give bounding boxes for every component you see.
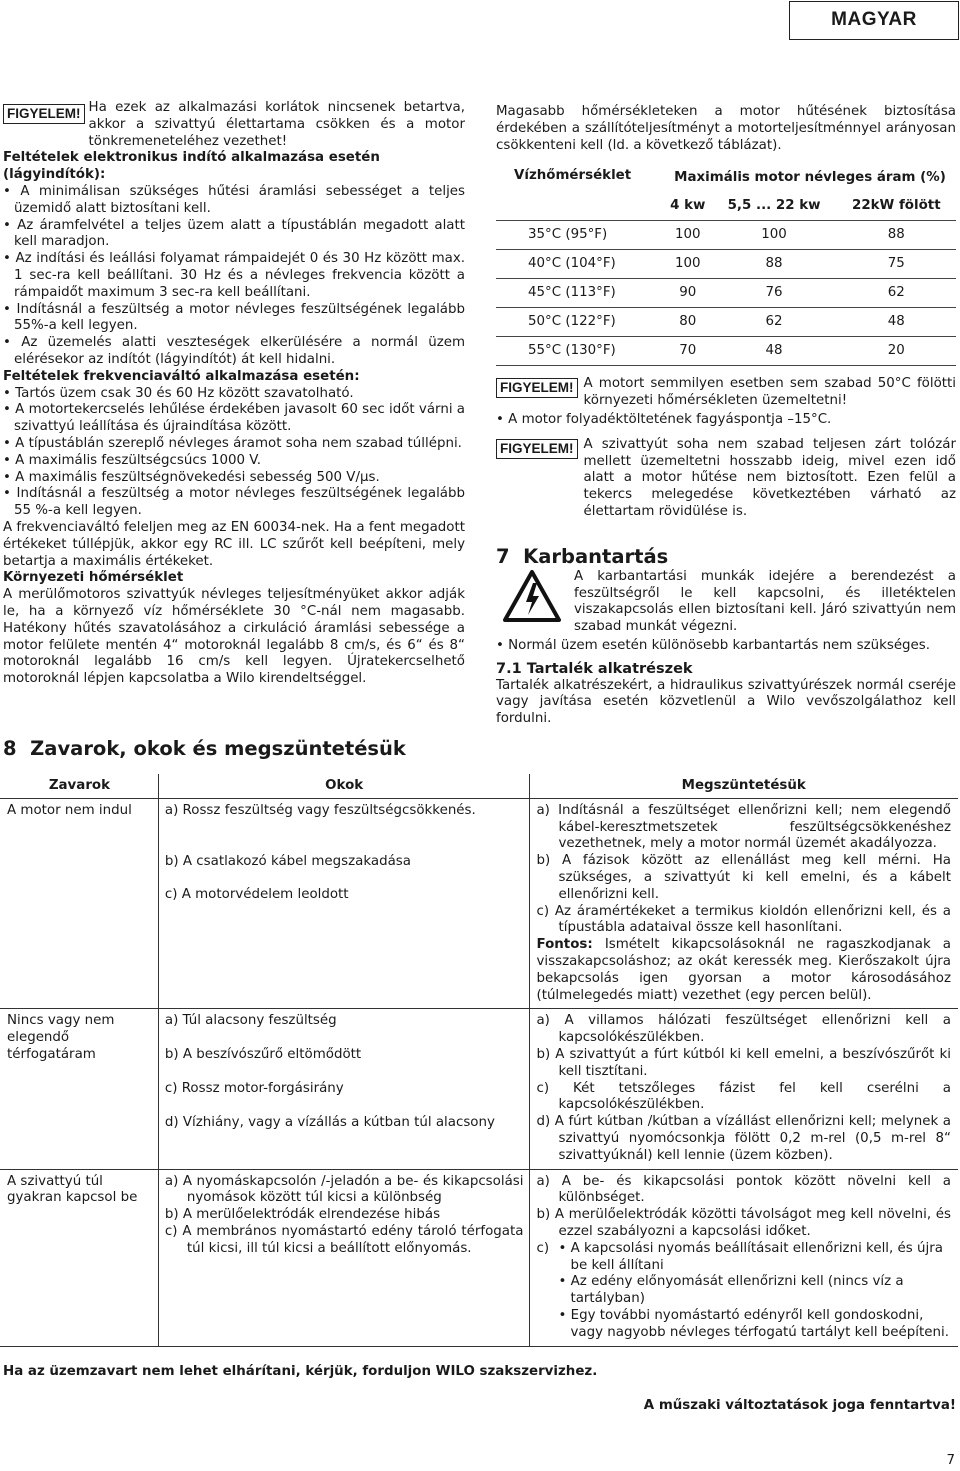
important-label: Fontos: bbox=[536, 937, 593, 953]
list-item: • A motor folyadéktöltetének fagyáspontja –15°C. bbox=[496, 412, 956, 429]
cause-item: b) A merülőelektródák elrendezése hibás bbox=[164, 1207, 441, 1223]
language-label: MAGYAR bbox=[789, 1, 959, 40]
maintenance-block bbox=[496, 569, 956, 636]
table-cell: 90 bbox=[664, 279, 711, 308]
cause-item: d) Vízhiány, vagy a vízállás a kútban túl alacsony bbox=[164, 1114, 495, 1130]
table-header: Megszüntetésük bbox=[530, 775, 958, 799]
table-header: Okok bbox=[158, 775, 530, 799]
warning-text: A szivattyút soha nem szabad teljesen zárt tolózár mellett üzemeltetni hosszabb ideig, mivel ezen idő alatt a motor hűtése nem biztosított. Ezen felül a tekercs melegedése következtében várható az élettartam rövidülése is. bbox=[583, 436, 956, 519]
table-row bbox=[496, 221, 956, 250]
remedy-label: c) bbox=[536, 1240, 550, 1256]
cause-item: b) A csatlakozó kábel megszakadása bbox=[164, 853, 411, 869]
table-row bbox=[496, 337, 956, 366]
table-header: 4 kw bbox=[664, 192, 711, 221]
warning-badge: FIGYELEM! bbox=[496, 378, 578, 398]
cause-item: c) A motorvédelem leoldott bbox=[164, 887, 349, 903]
warning-badge: FIGYELEM! bbox=[496, 439, 578, 459]
list-item: • A motortekercselés lehűlése érdekében javasolt 60 sec időt várni a szivattyú leállítása és újraindítása között. bbox=[3, 402, 465, 436]
table-header: Zavarok bbox=[1, 775, 159, 799]
cause-item: a) Túl alacsony feszültség bbox=[164, 1013, 337, 1029]
page-number: 7 bbox=[946, 1453, 955, 1468]
warning-block bbox=[3, 100, 465, 150]
remedies-cell bbox=[530, 1009, 958, 1169]
remedy-item: c) Két tetszőleges fázist fel kell cserélni a kapcsolókészülékben. bbox=[536, 1080, 951, 1113]
causes-cell bbox=[158, 798, 530, 1009]
list-item: • Az áramfelvétel a teljes üzem alatt a típustáblán megadott alatt kell maradjon. bbox=[3, 218, 465, 252]
table-cell: 50°C (122°F) bbox=[496, 308, 664, 337]
remedy-item: a) A be- és kikapcsolási pontok között növelni kell a különbséget. bbox=[536, 1173, 951, 1206]
soft-start-heading: Feltételek elektronikus indító alkalmazása esetén (lágyindítók): bbox=[3, 150, 380, 183]
remedies-cell bbox=[530, 798, 958, 1009]
fault-cell: A motor nem indul bbox=[1, 798, 159, 1009]
list-item: • Indításnál a feszültség a motor névleges feszültségének legalább 55%-a kell legyen. bbox=[3, 302, 465, 336]
fault-cell: Nincs vagy nem elegendő térfogatáram bbox=[1, 1009, 159, 1169]
causes-cell bbox=[158, 1169, 530, 1346]
table-cell: 88 bbox=[711, 250, 836, 279]
fc-heading: Feltételek frekvenciaváltó alkalmazása esetén: bbox=[3, 368, 360, 384]
table-cell: 88 bbox=[837, 221, 956, 250]
remedy-item bbox=[536, 1241, 951, 1342]
warning-badge: FIGYELEM! bbox=[3, 104, 85, 124]
table-cell: 35°C (95°F) bbox=[496, 221, 664, 250]
table-cell: 100 bbox=[664, 250, 711, 279]
temperature-table bbox=[496, 164, 956, 366]
table-cell: 62 bbox=[711, 308, 836, 337]
rights-reserved-note: A műszaki változtatások joga fenntartva! bbox=[643, 1398, 956, 1413]
list-item: • Az üzemelés alatti veszteségek elkerülésére a normál üzem elérésekor az indítót (lágyindítót) át kell hidalni. bbox=[3, 335, 465, 369]
ambient-heading: Környezeti hőmérséklet bbox=[3, 570, 184, 586]
table-row bbox=[496, 308, 956, 337]
table-cell: 100 bbox=[711, 221, 836, 250]
remedy-subitem: • A kapcsolási nyomás beállításait ellenőrizni kell, és újra be kell állítani bbox=[558, 1241, 951, 1275]
table-cell: 80 bbox=[664, 308, 711, 337]
table-row bbox=[496, 250, 956, 279]
table-cell: 48 bbox=[711, 337, 836, 366]
list-item: • Tartós üzem csak 30 és 60 Hz között szavatolható. bbox=[3, 386, 465, 403]
section-8-title: 8 Zavarok, okok és megszüntetésük bbox=[3, 737, 406, 760]
cause-item: b) A beszívószűrő eltömődött bbox=[164, 1047, 362, 1063]
list-item: • A típustáblán szereplő névleges áramot soha nem szabad túllépni. bbox=[3, 436, 465, 453]
cooling-intro: Magasabb hőmérsékleteken a motor hűtésének biztosítása érdekében a szállítóteljesítményt a motorteljesítménnyel arányosan csökkenteni kell (ld. a következő táblázat). bbox=[496, 104, 956, 153]
warning-text: A motort semmilyen esetben sem szabad 50°C fölötti környezeti hőmérsékleten üzemeltetni! bbox=[583, 376, 956, 409]
remedy-subitem: • Az edény előnyomását ellenőrizni kell (nincs víz a tartályban) bbox=[558, 1274, 951, 1308]
left-column bbox=[3, 100, 465, 688]
table-header: Vízhőmérséklet bbox=[496, 164, 664, 221]
table-header: 22kW fölött bbox=[837, 192, 956, 221]
warning-block bbox=[496, 376, 956, 410]
remedy-item: a) A villamos hálózati feszültséget ellenőrizni kell a kapcsolókészülékben. bbox=[536, 1013, 951, 1046]
spare-parts-text: Tartalék alkatrészekért, a hidraulikus szivattyúrészek normál cseréje vagy javítása esetén közvetlenül a Wilo vevőszolgálathoz kell fordulni. bbox=[496, 677, 956, 727]
table-cell: 48 bbox=[837, 308, 956, 337]
table-row bbox=[1, 1009, 958, 1169]
causes-cell bbox=[158, 1009, 530, 1169]
section-7-1-title: 7.1 Tartalék alkatrészek bbox=[496, 660, 693, 677]
table-cell: 45°C (113°F) bbox=[496, 279, 664, 308]
troubleshooting-table bbox=[0, 774, 958, 1347]
list-item: • Normál üzem esetén különösebb karbantartás nem szükséges. bbox=[496, 638, 956, 655]
cause-item: a) Rossz feszültség vagy feszültségcsökkenés. bbox=[164, 802, 476, 818]
cause-item: a) A nyomáskapcsolón /-jeladón a be- és kikapcsolási nyomások között túl kicsi a különbség bbox=[164, 1173, 524, 1206]
table-cell: 75 bbox=[837, 250, 956, 279]
remedy-item: b) A fázisok között az ellenállást meg kell mérni. Ha szükséges, a szivattyút ki kell emelni, és a kábelt ellenőrizni kell. bbox=[536, 853, 951, 902]
table-cell: 20 bbox=[837, 337, 956, 366]
cause-item: c) Rossz motor-forgásirány bbox=[164, 1080, 344, 1096]
high-voltage-warning-icon bbox=[496, 569, 566, 636]
remedy-item: a) Indításnál a feszültséget ellenőrizni kell; nem elegendő kábel-keresztmetszetek feszültségcsökkenéshez vezethetnek, mely a motor normál üzemét akadályozza. bbox=[536, 802, 951, 852]
table-cell: 76 bbox=[711, 279, 836, 308]
important-note bbox=[536, 937, 951, 1004]
service-contact-note: Ha az üzemzavart nem lehet elhárítani, kérjük, forduljon WILO szakszervizhez. bbox=[3, 1364, 598, 1379]
right-column bbox=[496, 104, 956, 728]
table-cell: 62 bbox=[837, 279, 956, 308]
table-cell: 40°C (104°F) bbox=[496, 250, 664, 279]
remedy-item: b) A merülőelektródák közötti távolságot meg kell növelni, és ezzel szabályozni a kapcsolási időket. bbox=[536, 1207, 951, 1239]
section-7-title: 7 Karbantartás bbox=[496, 544, 669, 568]
fault-cell: A szivattyú túl gyakran kapcsol be bbox=[1, 1169, 159, 1346]
list-item: • Indításnál a feszültség a motor névleges feszültségének legalább 55 %-a kell legyen. bbox=[3, 486, 465, 520]
table-cell: 55°C (130°F) bbox=[496, 337, 664, 366]
table-cell: 100 bbox=[664, 221, 711, 250]
ambient-text: A merülőmotoros szivattyúk névleges teljesítményüket akkor adják le, ha a környező víz hőmérséklete 30 °C-nál nem magasabb. Hatékony hűtés szavatolásához a cirkuláció áramlási sebessége a motor felülete mentén 4“ motoroknál legalább 8 cm/s, és 6“ és 8“ motoroknál legalább 16 cm/s kell legyen. Újratekercselhető motoroknál lépjen kapcsolatba a Wilo kirendeltséggel. bbox=[3, 587, 465, 687]
remedy-item: b) A szivattyút a fúrt kútból ki kell emelni, a beszívószűrőt ki kell tisztítani. bbox=[536, 1046, 951, 1079]
fc-note: A frekvenciaváltó feleljen meg az EN 60034-nek. Ha a fent megadott értékeket túllépjük, akkor egy RC ill. LC szűrőt kell beépíteni, mely betartja a maximális értékeket. bbox=[3, 519, 465, 569]
remedy-subitem: • Egy további nyomástartó edényről kell gondoskodni, vagy nagyobb névleges térfogatú tartályt kell beépíteni. bbox=[558, 1308, 951, 1342]
list-item: • Az indítási és leállási folyamat rámpaidejét 0 és 30 Hz között max. 1 sec-ra kell beállítani. 30 Hz és a névleges frekvencia között a rámpaidőt maximum 3 sec-ra kell beállítani. bbox=[3, 251, 465, 301]
important-text: Ismételt kikapcsolásoknál ne ragaszkodjanak a visszakapcsoláshoz; az okát keressék meg. Kierőszakolt újra bekapcsolás igen gyorsan a motor károsodásához (túlmelegedés miatt) vezethet (egy percen belül). bbox=[536, 937, 951, 1003]
list-item: • A maximális feszültségcsúcs 1000 V. bbox=[3, 453, 465, 470]
table-header: 5,5 ... 22 kw bbox=[711, 192, 836, 221]
table-cell: 70 bbox=[664, 337, 711, 366]
maintenance-text: A karbantartási munkák idejére a berendezést a feszültségről le kell kapcsolni, és illetéktelen viszakapcsolás ellen biztosítani kell. Járó szivattyún nem szabad munkát végezni. bbox=[574, 568, 956, 635]
remedies-cell bbox=[530, 1169, 958, 1346]
table-row bbox=[1, 798, 958, 1009]
table-row bbox=[1, 1169, 958, 1346]
cause-item: c) A membrános nyomástartó edény tároló térfogata túl kicsi, ill túl kicsi a beállított előnyomás. bbox=[164, 1223, 524, 1256]
remedy-item: d) A fúrt kútban /kútban a vízállást ellenőrizni kell; melynek a szivattyú nyomócsonkja fölött 0,2 m-rel (0,5 m-rel 8“ szivattyúknál) kell lennie (üzem közben). bbox=[536, 1114, 951, 1163]
list-item: • A minimálisan szükséges hűtési áramlási sebességet a teljes üzemidő alatt biztosítani kell. bbox=[3, 184, 465, 218]
warning-text: Ha ezek az alkalmazási korlátok nincsenek betartva, akkor a szivattyú élettartama csökken és a motor tönkremeneteléhez vezethet! bbox=[88, 100, 465, 149]
table-row bbox=[496, 279, 956, 308]
warning-block bbox=[496, 437, 956, 521]
remedy-item: c) Az áramértékeket a termikus kioldón ellenőrizni kell, és a típustábla adataival össze kell hasonlítani. bbox=[536, 903, 951, 936]
table-header: Maximális motor névleges áram (%) bbox=[674, 169, 946, 185]
list-item: • A maximális feszültségnövekedési sebesség 500 V/μs. bbox=[3, 470, 465, 487]
